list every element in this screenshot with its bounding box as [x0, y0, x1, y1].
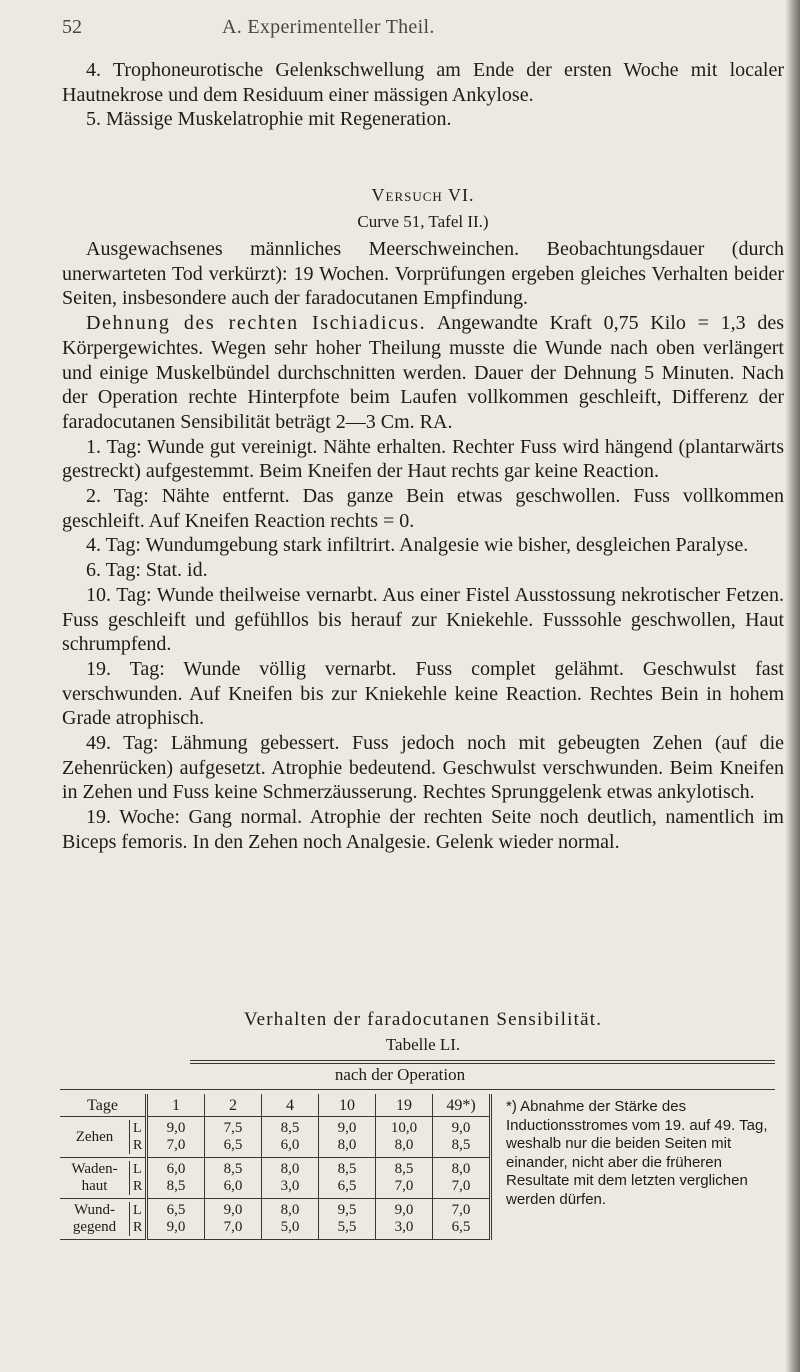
main-text — [62, 237, 784, 855]
day-entry: 6. Tag: Stat. id. — [86, 559, 208, 582]
side-label: R — [129, 1219, 145, 1236]
cell-left: 8,5 — [280, 1120, 300, 1136]
side-label: R — [129, 1178, 145, 1195]
span-header-rule — [60, 1089, 775, 1090]
column-header: 2 — [205, 1094, 262, 1117]
row-label-line: Waden- — [71, 1161, 118, 1177]
cell-left: 8,0 — [280, 1202, 300, 1218]
table-top-rule — [190, 1060, 775, 1061]
intro-item: 4. Trophoneurotische Gelenkschwellung am Ende der ersten Woche mit localer Hautnekrose und dem Residuum einer mässigen Ankylose. — [62, 59, 784, 106]
side-label: L — [129, 1120, 145, 1137]
paragraph-rest: Angewandte Kraft 0,75 Kilo = 1,3 des Körpergewichtes. Wegen sehr hoher Theilung musste die Wunde nach oben verlängert und einige Muskelbündel durchschnitten werden. Dauer der Dehnung 5 Minuten. Nach der Operation rechte Hinterpfote beim Laufen vollkommen geschleift, Differenz der faradocutanen Sensibilität beträgt 2—3 Cm. RA. — [62, 312, 784, 433]
cell-left: 6,5 — [166, 1202, 186, 1218]
cell-left: 8,5 — [394, 1161, 414, 1177]
column-header: 4 — [262, 1094, 319, 1117]
table-row — [60, 1117, 491, 1158]
side-labels — [129, 1117, 147, 1158]
row-label-line: Wund- — [73, 1202, 116, 1218]
cell-left: 9,0 — [166, 1120, 186, 1136]
cell-right: 5,0 — [280, 1219, 300, 1235]
table-cell — [319, 1117, 376, 1158]
row-label — [60, 1199, 129, 1240]
sensibility-table — [60, 1094, 492, 1240]
cell-right: 8,0 — [394, 1137, 414, 1153]
cell-left: 9,0 — [394, 1202, 414, 1218]
row-label — [60, 1158, 129, 1199]
table-cell — [376, 1117, 433, 1158]
table-cell — [205, 1199, 262, 1240]
cell-left: 8,0 — [280, 1161, 300, 1177]
cell-left: 8,5 — [223, 1161, 243, 1177]
intro-list — [62, 58, 784, 132]
row-label-line: gegend — [72, 1219, 117, 1235]
day-entry: 19. Woche: Gang normal. Atrophie der rechten Seite noch deutlich, namentlich im Biceps femoris. In den Zehen noch Analgesie. Gelenk wieder normal. — [62, 806, 784, 853]
cell-right: 8,0 — [337, 1137, 357, 1153]
table-caption-block — [62, 1008, 784, 1057]
day-entry: 49. Tag: Lähmung gebessert. Fuss jedoch noch mit gebeugten Zehen (auf die Zehenrücken) aufgesetzt. Atrophie bedeutend. Geschwulst verschwunden. Beim Kneifen in Zehen und Fuss keine Schmerzäusserung. Rechtes Sprunggelenk etwas ankylotisch. — [62, 732, 784, 804]
table-cell — [147, 1158, 205, 1199]
cell-right: 6,5 — [337, 1178, 357, 1194]
table-cell — [319, 1158, 376, 1199]
span-header: nach der Operation — [334, 1065, 466, 1084]
table-header-row — [60, 1094, 491, 1117]
table-cell — [433, 1199, 491, 1240]
column-header: 19 — [376, 1094, 433, 1117]
versuch-subtitle: Curve 51, Tafel II.) — [357, 211, 489, 231]
cell-left: 9,5 — [337, 1202, 357, 1218]
cell-left: 7,0 — [451, 1202, 471, 1218]
cell-left: 9,0 — [451, 1120, 471, 1136]
day-entry: 1. Tag: Wunde gut vereinigt. Nähte erhalten. Rechter Fuss wird hängend (plantarwärts gestreckt) aufgestemmt. Beim Kneifen der Haut rechts gar keine Reaction. — [62, 435, 784, 483]
intro-item: 5. Mässige Muskelatrophie mit Regeneration. — [86, 108, 452, 131]
cell-left: 6,0 — [166, 1161, 186, 1177]
row-label-line: haut — [81, 1178, 108, 1194]
day-entry: 10. Tag: Wunde theilweise vernarbt. Aus einer Fistel Ausstossung nekrotischer Fetzen. Fuss geschleift und gefühllos bis herauf zur Kniekehle. Fusssohle geschwollen, Haut schrumpfend. — [62, 583, 784, 656]
paragraph: Ausgewachsenes männliches Meerschweinchen. Beobachtungsdauer (durch unerwarteten Tod verkürzt): 19 Wochen. Vorprüfungen ergeben gleiches Verhalten beider Seiten, insbesondere auch der faradocutanen Empfindung. — [62, 238, 784, 310]
page-number: 52 — [62, 16, 82, 38]
side-labels — [129, 1199, 147, 1240]
cell-right: 6,0 — [280, 1137, 300, 1153]
side-label: L — [129, 1202, 145, 1219]
table-cell — [262, 1158, 319, 1199]
cell-right: 8,5 — [451, 1137, 471, 1153]
row-header: Tage — [60, 1094, 147, 1117]
row-label-line: Zehen — [75, 1128, 114, 1145]
side-label: R — [129, 1137, 145, 1154]
side-label: L — [129, 1161, 145, 1178]
cell-right: 7,0 — [451, 1178, 471, 1194]
cell-right: 6,5 — [223, 1137, 243, 1153]
cell-right: 7,0 — [223, 1219, 243, 1235]
cell-right: 7,0 — [394, 1178, 414, 1194]
cell-right: 9,0 — [166, 1219, 186, 1235]
cell-right: 3,0 — [394, 1219, 414, 1235]
table-cell — [262, 1199, 319, 1240]
side-labels — [129, 1158, 147, 1199]
table-cell — [319, 1199, 376, 1240]
cell-left: 9,0 — [337, 1120, 357, 1136]
table-caption: Verhalten der faradocutanen Sensibilität. — [243, 1009, 603, 1030]
running-header — [62, 16, 762, 44]
paragraph — [62, 311, 784, 435]
cell-left: 8,0 — [451, 1161, 471, 1177]
cell-left: 10,0 — [390, 1120, 418, 1136]
cell-left: 8,5 — [337, 1161, 357, 1177]
column-header: 10 — [319, 1094, 376, 1117]
day-entry: 2. Tag: Nähte entfernt. Das ganze Bein etwas geschwollen. Fuss vollkommen geschleift. Auf Kneifen Reaction rechts = 0. — [62, 485, 784, 532]
row-label — [60, 1117, 129, 1158]
cell-right: 7,0 — [166, 1137, 186, 1153]
table-cell — [147, 1199, 205, 1240]
running-title: A. Experimenteller Theil. — [222, 16, 435, 38]
versuch-heading — [62, 183, 784, 234]
cell-left: 7,5 — [223, 1120, 243, 1136]
page-edge-shadow — [786, 0, 800, 1372]
spaced-phrase: Dehnung des rechten Ischiadicus. — [86, 312, 427, 335]
cell-right: 5,5 — [337, 1219, 357, 1235]
table-row — [60, 1158, 491, 1199]
day-entry: 19. Tag: Wunde völlig vernarbt. Fuss complet gelähmt. Geschwulst fast verschwunden. Auf Kneifen bis zur Kniekehle keine Reaction. Rechtes Bein in hohem Grade atrophisch. — [62, 657, 784, 730]
cell-right: 3,0 — [280, 1178, 300, 1194]
column-header: 49*) — [433, 1094, 491, 1117]
table-cell — [433, 1158, 491, 1199]
table-cell — [376, 1158, 433, 1199]
table-footnote: *) Abnahme der Stärke des Inductionsstromes vom 19. auf 49. Tag, weshalb nur die beiden Seiten mit einander, nicht aber die früheren Resultate mit dem letzten verglichen werden dürfen. — [506, 1098, 768, 1208]
column-header: 1 — [147, 1094, 205, 1117]
table-cell — [205, 1117, 262, 1158]
table-cell — [433, 1117, 491, 1158]
cell-right: 6,0 — [223, 1178, 243, 1194]
day-entry: 4. Tag: Wundumgebung stark infiltrirt. Analgesie wie bisher, desgleichen Paralyse. — [86, 534, 749, 557]
cell-right: 6,5 — [451, 1219, 471, 1235]
table-cell — [262, 1117, 319, 1158]
table-cell — [205, 1158, 262, 1199]
versuch-title: Versuch VI. — [371, 185, 475, 205]
table-label: Tabelle LI. — [385, 1034, 461, 1054]
table-cell — [376, 1199, 433, 1240]
table-cell — [147, 1117, 205, 1158]
table-top-rule — [190, 1063, 775, 1064]
cell-left: 9,0 — [223, 1202, 243, 1218]
cell-right: 8,5 — [166, 1178, 186, 1194]
table-row — [60, 1199, 491, 1240]
